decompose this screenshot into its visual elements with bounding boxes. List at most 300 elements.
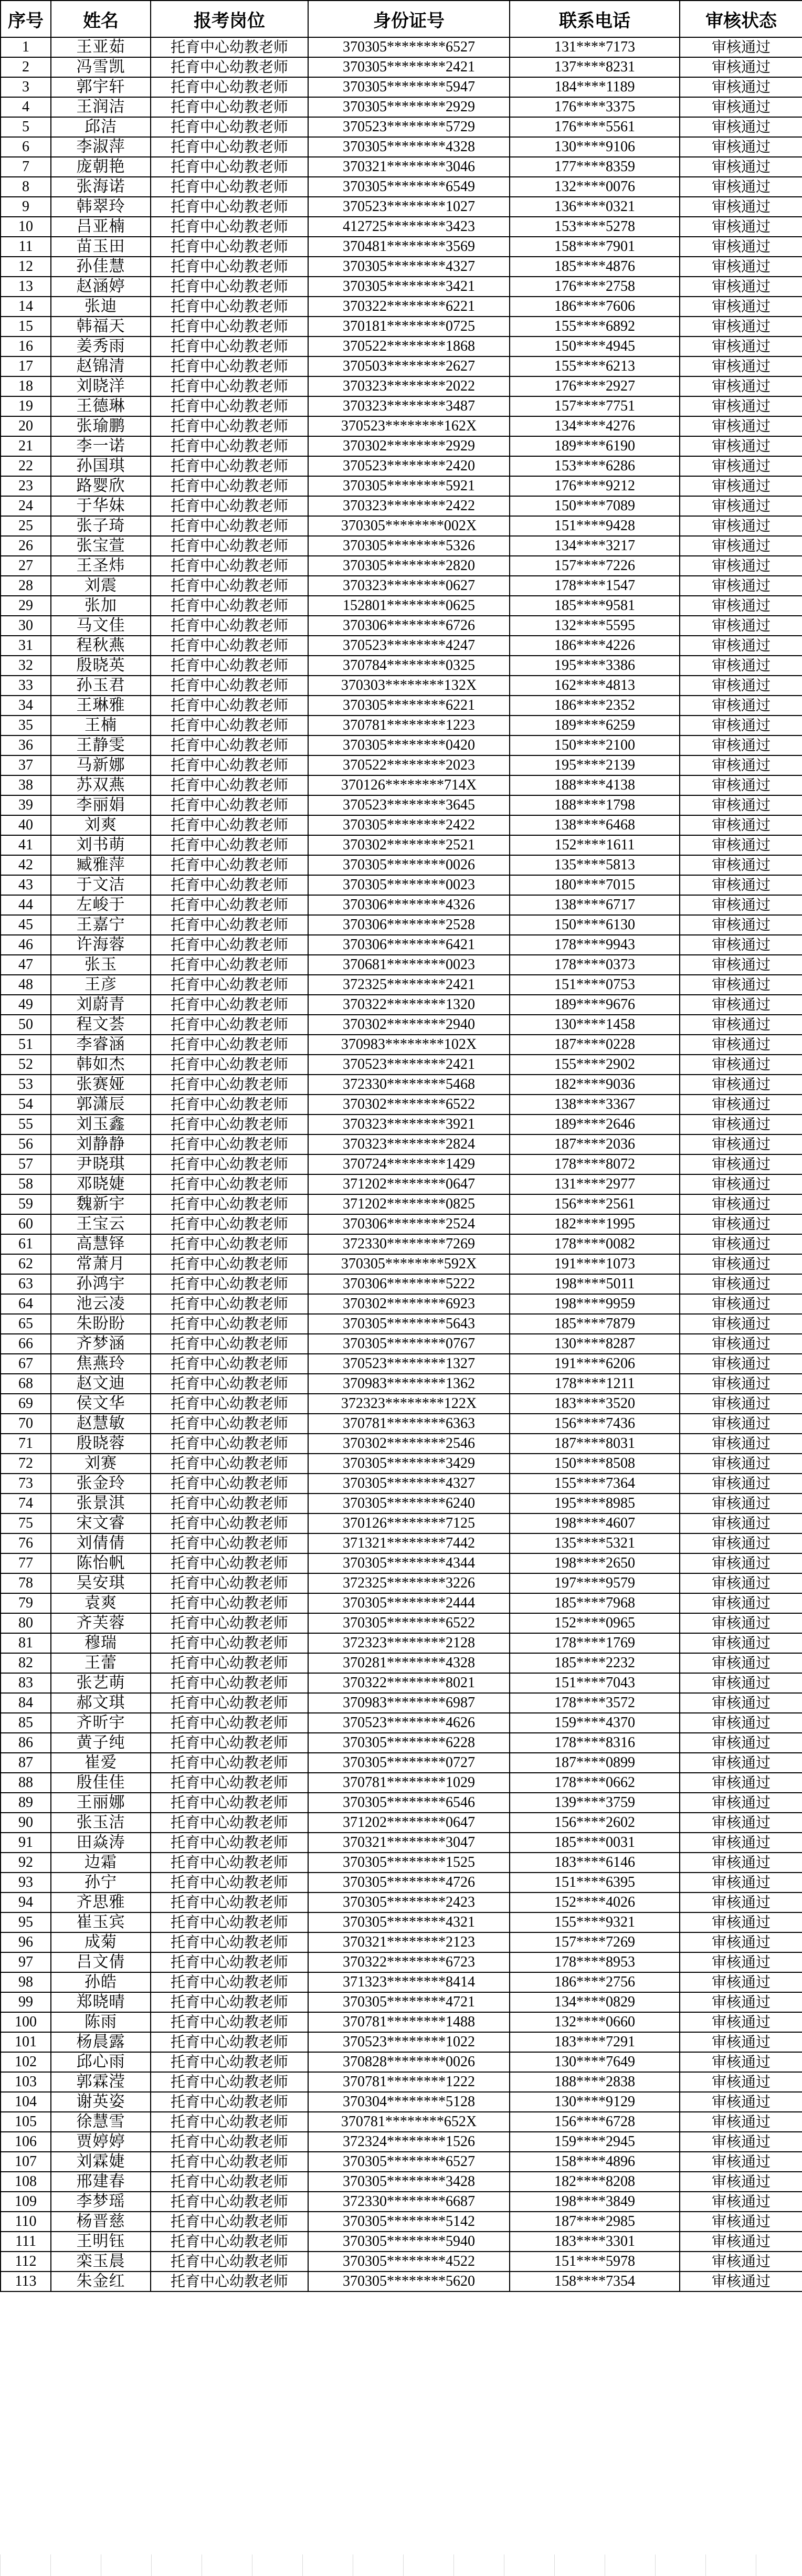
row-index: 31 [1,636,51,656]
row-id-number: 370305********5326 [308,536,510,556]
row-position: 托育中心幼教老师 [151,755,308,775]
row-status: 审核通过 [680,1494,802,1513]
row-index: 93 [1,1873,51,1892]
table-row [1,1454,802,1474]
row-position: 托育中心幼教老师 [151,1234,308,1254]
row-index: 111 [1,2232,51,2252]
row-position: 托育中心幼教老师 [151,1035,308,1055]
row-position: 托育中心幼教老师 [151,975,308,995]
table-row [1,257,802,277]
row-name: 栾玉晨 [51,2252,151,2272]
row-name: 李丽娟 [51,795,151,815]
row-phone: 189****6190 [510,436,680,456]
row-index: 37 [1,755,51,775]
row-position: 托育中心幼教老师 [151,1773,308,1793]
table-row [1,1773,802,1793]
table-row [1,1813,802,1833]
row-id-number: 370828********0026 [308,2052,510,2072]
table-row [1,1952,802,1972]
row-position: 托育中心幼教老师 [151,536,308,556]
row-id-number: 370781********1223 [308,716,510,735]
row-name: 杨晋慈 [51,2212,151,2232]
row-index: 84 [1,1693,51,1713]
row-id-number: 372323********2128 [308,1633,510,1653]
header-name: 姓名 [51,1,151,37]
row-phone: 177****8359 [510,157,680,177]
row-status: 审核通过 [680,237,802,257]
header-row [1,1,802,37]
row-index: 14 [1,297,51,317]
row-id-number: 370522********2023 [308,755,510,775]
row-id-number: 370302********2521 [308,835,510,855]
table-row [1,995,802,1015]
row-index: 9 [1,197,51,217]
row-id-number: 370781********1222 [308,2072,510,2092]
row-phone: 186****7606 [510,297,680,317]
row-index: 66 [1,1334,51,1354]
row-status: 审核通过 [680,735,802,755]
row-position: 托育中心幼教老师 [151,356,308,376]
row-phone: 178****1769 [510,1633,680,1653]
row-phone: 183****3301 [510,2232,680,2252]
row-name: 程秋燕 [51,636,151,656]
table-row [1,376,802,396]
row-index: 72 [1,1454,51,1474]
row-id-number: 370523********4247 [308,636,510,656]
row-name: 高慧铎 [51,1234,151,1254]
row-id-number: 371323********8414 [308,1972,510,1992]
row-status: 审核通过 [680,1972,802,1992]
row-phone: 178****0373 [510,955,680,975]
row-phone: 187****0899 [510,1753,680,1773]
row-id-number: 370523********1327 [308,1354,510,1374]
row-phone: 153****6286 [510,456,680,476]
row-name: 穆瑞 [51,1633,151,1653]
row-name: 李一诺 [51,436,151,456]
row-phone: 162****4813 [510,676,680,696]
row-position: 托育中心幼教老师 [151,2232,308,2252]
row-name: 朱金红 [51,2272,151,2291]
row-name: 黄子纯 [51,1733,151,1753]
row-name: 边霜 [51,1853,151,1873]
row-index: 24 [1,496,51,516]
table-row [1,177,802,197]
row-id-number: 370305********4522 [308,2252,510,2272]
table-row [1,2272,802,2291]
row-index: 23 [1,476,51,496]
row-status: 审核通过 [680,1753,802,1773]
table-row [1,237,802,257]
row-index: 78 [1,1573,51,1593]
row-name: 张海诺 [51,177,151,197]
row-position: 托育中心幼教老师 [151,197,308,217]
row-status: 审核通过 [680,576,802,596]
row-name: 杨晨露 [51,2032,151,2052]
row-position: 托育中心幼教老师 [151,2192,308,2212]
row-index: 3 [1,77,51,97]
row-position: 托育中心幼教老师 [151,636,308,656]
row-name: 张玉洁 [51,1813,151,1833]
row-position: 托育中心幼教老师 [151,1793,308,1813]
row-phone: 130****9106 [510,137,680,157]
row-id-number: 370305********0727 [308,1753,510,1773]
row-status: 审核通过 [680,1015,802,1035]
row-position: 托育中心幼教老师 [151,1254,308,1274]
table-row [1,1733,802,1753]
row-status: 审核通过 [680,396,802,416]
table-row [1,1673,802,1693]
row-status: 审核通过 [680,117,802,137]
row-index: 58 [1,1174,51,1194]
row-phone: 189****6259 [510,716,680,735]
row-index: 35 [1,716,51,735]
row-id-number: 370305********6522 [308,1613,510,1633]
row-phone: 195****8985 [510,1494,680,1513]
row-index: 68 [1,1374,51,1394]
row-id-number: 370523********1022 [308,2032,510,2052]
table-row [1,1015,802,1035]
table-row [1,1274,802,1294]
row-index: 56 [1,1134,51,1154]
row-id-number: 372323********122X [308,1394,510,1414]
row-phone: 151****5978 [510,2252,680,2272]
row-index: 26 [1,536,51,556]
row-index: 13 [1,277,51,297]
row-status: 审核通过 [680,1095,802,1114]
table-row [1,516,802,536]
row-position: 托育中心幼教老师 [151,716,308,735]
row-name: 马新娜 [51,755,151,775]
row-position: 托育中心幼教老师 [151,1873,308,1892]
row-status: 审核通过 [680,2252,802,2272]
table-row [1,217,802,237]
row-status: 审核通过 [680,815,802,835]
row-index: 69 [1,1394,51,1414]
row-phone: 138****6468 [510,815,680,835]
row-id-number: 370305********0026 [308,855,510,875]
row-phone: 130****9129 [510,2092,680,2112]
row-status: 审核通过 [680,1474,802,1494]
row-position: 托育中心幼教老师 [151,1992,308,2012]
row-index: 109 [1,2192,51,2212]
row-index: 43 [1,875,51,895]
row-phone: 132****5595 [510,616,680,636]
header-index: 序号 [1,1,51,37]
table-row [1,157,802,177]
row-phone: 198****9959 [510,1294,680,1314]
table-row [1,57,802,77]
row-index: 92 [1,1853,51,1873]
row-name: 吕亚楠 [51,217,151,237]
row-status: 审核通过 [680,496,802,516]
row-id-number: 370781********1488 [308,2012,510,2032]
row-status: 审核通过 [680,1055,802,1075]
row-name: 孙鸿宇 [51,1274,151,1294]
row-name: 尹晓琪 [51,1154,151,1174]
row-name: 刘赛 [51,1454,151,1474]
row-name: 韩福天 [51,317,151,337]
row-id-number: 372330********7269 [308,1234,510,1254]
row-id-number: 370305********5142 [308,2212,510,2232]
row-position: 托育中心幼教老师 [151,2212,308,2232]
row-index: 59 [1,1194,51,1214]
row-id-number: 370503********2627 [308,356,510,376]
row-phone: 153****5278 [510,217,680,237]
row-index: 29 [1,596,51,616]
row-name: 孙宁 [51,1873,151,1892]
row-position: 托育中心幼教老师 [151,775,308,795]
table-row [1,496,802,516]
row-id-number: 370302********2929 [308,436,510,456]
row-position: 托育中心幼教老师 [151,1533,308,1553]
row-id-number: 370281********4328 [308,1653,510,1673]
table-row [1,1334,802,1354]
row-index: 40 [1,815,51,835]
row-status: 审核通过 [680,955,802,975]
row-phone: 188****1798 [510,795,680,815]
row-id-number: 370305********6228 [308,1733,510,1753]
row-phone: 191****6206 [510,1354,680,1374]
row-index: 55 [1,1114,51,1134]
row-phone: 156****7436 [510,1414,680,1434]
row-id-number: 370306********4326 [308,895,510,915]
row-position: 托育中心幼教老师 [151,1513,308,1533]
row-position: 托育中心幼教老师 [151,177,308,197]
row-position: 托育中心幼教老师 [151,2112,308,2132]
table-row [1,416,802,436]
row-phone: 150****7089 [510,496,680,516]
table-row [1,1853,802,1873]
row-name: 王楠 [51,716,151,735]
row-position: 托育中心幼教老师 [151,1134,308,1154]
row-id-number: 370306********6726 [308,616,510,636]
row-index: 74 [1,1494,51,1513]
row-id-number: 370305********4726 [308,1873,510,1892]
row-status: 审核通过 [680,1573,802,1593]
row-status: 审核通过 [680,716,802,735]
row-status: 审核通过 [680,2272,802,2291]
row-position: 托育中心幼教老师 [151,2172,308,2192]
row-status: 审核通过 [680,2172,802,2192]
row-position: 托育中心幼教老师 [151,576,308,596]
row-index: 98 [1,1972,51,1992]
row-status: 审核通过 [680,1154,802,1174]
row-status: 审核通过 [680,1773,802,1793]
row-index: 16 [1,337,51,356]
row-status: 审核通过 [680,616,802,636]
row-index: 47 [1,955,51,975]
table-row [1,656,802,676]
row-position: 托育中心幼教老师 [151,735,308,755]
row-id-number: 370305********4721 [308,1992,510,2012]
row-status: 审核通过 [680,37,802,57]
row-index: 1 [1,37,51,57]
row-name: 张赛娅 [51,1075,151,1095]
table-row [1,1693,802,1713]
row-position: 托育中心幼教老师 [151,117,308,137]
row-id-number: 370321********2123 [308,1932,510,1952]
row-position: 托育中心幼教老师 [151,815,308,835]
row-status: 审核通过 [680,1434,802,1454]
row-index: 94 [1,1892,51,1912]
row-id-number: 370126********714X [308,775,510,795]
row-position: 托育中心幼教老师 [151,1454,308,1474]
row-position: 托育中心幼教老师 [151,935,308,955]
row-position: 托育中心幼教老师 [151,1813,308,1833]
table-row [1,1194,802,1214]
row-index: 71 [1,1434,51,1454]
row-status: 审核通过 [680,2012,802,2032]
table-row [1,97,802,117]
row-index: 79 [1,1593,51,1613]
row-index: 96 [1,1932,51,1952]
table-row [1,2212,802,2232]
table-row [1,616,802,636]
row-id-number: 371202********0647 [308,1813,510,1833]
row-id-number: 370523********1027 [308,197,510,217]
row-id-number: 370322********6723 [308,1952,510,1972]
row-status: 审核通过 [680,1793,802,1813]
row-id-number: 370983********102X [308,1035,510,1055]
row-phone: 134****3217 [510,536,680,556]
row-name: 齐梦涵 [51,1334,151,1354]
row-id-number: 370523********5729 [308,117,510,137]
row-name: 王亚茹 [51,37,151,57]
table-row [1,317,802,337]
row-phone: 185****0031 [510,1833,680,1853]
row-index: 32 [1,656,51,676]
table-row [1,2252,802,2272]
table-row [1,596,802,616]
row-position: 托育中心幼教老师 [151,1095,308,1114]
row-index: 48 [1,975,51,995]
row-index: 28 [1,576,51,596]
row-index: 2 [1,57,51,77]
row-name: 苏双燕 [51,775,151,795]
row-phone: 134****4276 [510,416,680,436]
row-index: 53 [1,1075,51,1095]
row-position: 托育中心幼教老师 [151,1593,308,1613]
row-name: 韩如杰 [51,1055,151,1075]
row-index: 112 [1,2252,51,2272]
row-status: 审核通过 [680,1354,802,1374]
row-position: 托育中心幼教老师 [151,2032,308,2052]
row-id-number: 370323********2022 [308,376,510,396]
row-name: 吕文倩 [51,1952,151,1972]
row-phone: 184****1189 [510,77,680,97]
row-id-number: 370305********3421 [308,277,510,297]
row-id-number: 370305********2929 [308,97,510,117]
table-row [1,795,802,815]
row-position: 托育中心幼教老师 [151,37,308,57]
row-phone: 155****6892 [510,317,680,337]
row-index: 42 [1,855,51,875]
row-status: 审核通过 [680,755,802,775]
row-phone: 182****9036 [510,1075,680,1095]
row-index: 8 [1,177,51,197]
row-position: 托育中心幼教老师 [151,1713,308,1733]
row-name: 齐芙蓉 [51,1613,151,1633]
row-phone: 132****0660 [510,2012,680,2032]
row-id-number: 370305********2820 [308,556,510,576]
row-position: 托育中心幼教老师 [151,676,308,696]
row-name: 池云凌 [51,1294,151,1314]
row-index: 83 [1,1673,51,1693]
table-row [1,536,802,556]
row-id-number: 371321********7442 [308,1533,510,1553]
row-status: 审核通过 [680,1813,802,1833]
row-status: 审核通过 [680,376,802,396]
row-index: 30 [1,616,51,636]
row-status: 审核通过 [680,277,802,297]
row-name: 张宝萱 [51,536,151,556]
row-index: 54 [1,1095,51,1114]
row-name: 张艺萌 [51,1673,151,1693]
row-phone: 187****8031 [510,1434,680,1454]
table-row [1,277,802,297]
row-status: 审核通过 [680,795,802,815]
row-position: 托育中心幼教老师 [151,2012,308,2032]
row-name: 于文洁 [51,875,151,895]
row-index: 110 [1,2212,51,2232]
row-position: 托育中心幼教老师 [151,2132,308,2152]
row-phone: 186****4226 [510,636,680,656]
row-id-number: 370323********3487 [308,396,510,416]
table-row [1,1713,802,1733]
row-status: 审核通过 [680,1892,802,1912]
row-phone: 183****6146 [510,1853,680,1873]
row-position: 托育中心幼教老师 [151,955,308,975]
row-status: 审核通过 [680,875,802,895]
row-position: 托育中心幼教老师 [151,376,308,396]
row-index: 70 [1,1414,51,1434]
row-index: 73 [1,1474,51,1494]
row-index: 19 [1,396,51,416]
row-id-number: 371202********0647 [308,1174,510,1194]
row-name: 成菊 [51,1932,151,1952]
table-row [1,1992,802,2012]
row-name: 赵慧敏 [51,1414,151,1434]
row-id-number: 370126********7125 [308,1513,510,1533]
row-phone: 157****7751 [510,396,680,416]
row-name: 邓晓婕 [51,1174,151,1194]
row-index: 103 [1,2072,51,2092]
row-status: 审核通过 [680,2032,802,2052]
row-status: 审核通过 [680,436,802,456]
row-id-number: 370322********8021 [308,1673,510,1693]
row-index: 4 [1,97,51,117]
row-name: 王明钰 [51,2232,151,2252]
row-position: 托育中心幼教老师 [151,436,308,456]
row-position: 托育中心幼教老师 [151,1693,308,1713]
row-status: 审核通过 [680,1214,802,1234]
row-position: 托育中心幼教老师 [151,476,308,496]
row-index: 107 [1,2152,51,2172]
row-status: 审核通过 [680,456,802,476]
row-phone: 155****6213 [510,356,680,376]
row-id-number: 370523********2420 [308,456,510,476]
row-status: 审核通过 [680,1693,802,1713]
row-name: 张金玲 [51,1474,151,1494]
row-id-number: 370305********4344 [308,1553,510,1573]
row-position: 托育中心幼教老师 [151,416,308,436]
table-row [1,1513,802,1533]
row-status: 审核通过 [680,1952,802,1972]
row-phone: 156****6728 [510,2112,680,2132]
row-id-number: 370681********0023 [308,955,510,975]
row-phone: 187****2985 [510,2212,680,2232]
table-row [1,1494,802,1513]
